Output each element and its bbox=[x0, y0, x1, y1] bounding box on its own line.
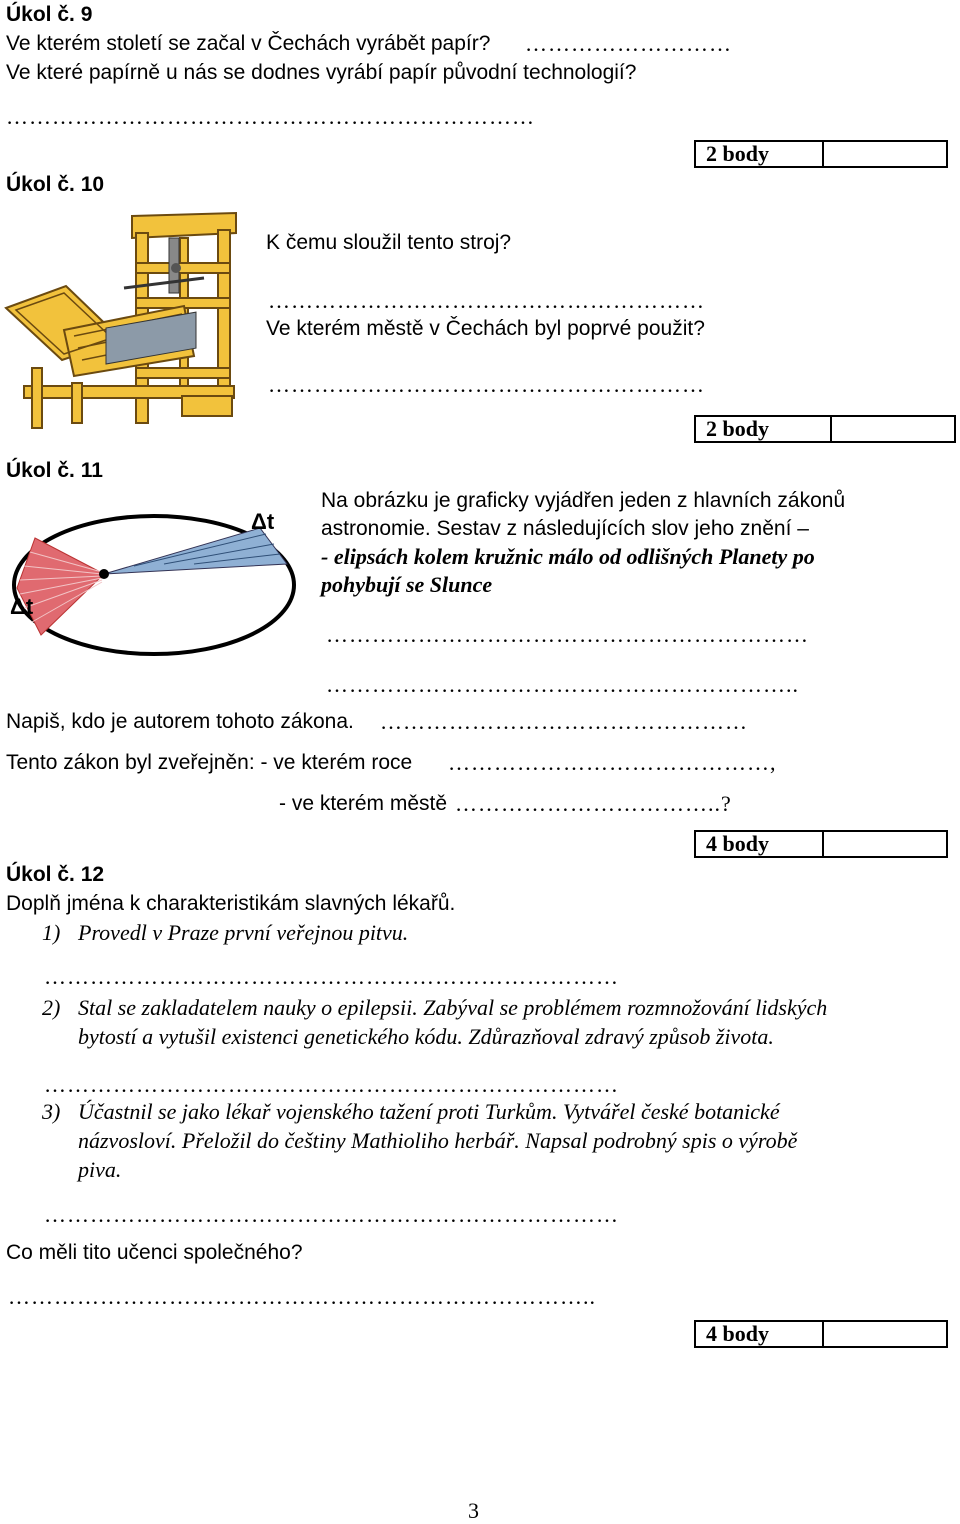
task11-answer-line-2[interactable]: …………………………………………………….. bbox=[326, 672, 799, 697]
score-label: 4 body bbox=[696, 832, 824, 856]
task10-title: Úkol č. 10 bbox=[6, 173, 105, 196]
task11-author-answer[interactable]: ………………………………………… bbox=[380, 709, 748, 734]
task11-city-question: - ve kterém městě bbox=[279, 792, 448, 815]
score-field[interactable] bbox=[824, 142, 946, 166]
task12-instruction: Doplň jména k charakteristikám slavných lékařů. bbox=[6, 892, 456, 915]
task11-city-answer[interactable]: ……………………………..? bbox=[455, 791, 732, 816]
task12-score-box-2 bbox=[694, 1320, 948, 1348]
delta-t-label: Δt bbox=[10, 594, 34, 619]
task10-question-2: Ve kterém městě v Čechách byl poprvé použit? bbox=[266, 317, 705, 340]
physician-item-3-line-3: piva. bbox=[78, 1157, 122, 1182]
score-label: 2 body bbox=[696, 142, 824, 166]
task9-question-1: Ve kterém století se začal v Čechách vyrábět papír? bbox=[6, 32, 491, 55]
task11-intro-1: Na obrázku je graficky vyjádřen jeden z hlavních zákonů bbox=[321, 489, 846, 512]
printing-press-image bbox=[4, 208, 254, 433]
task11-intro-2: astronomie. Sestav z následujících slov jeho znění – bbox=[321, 517, 809, 540]
task11-year-answer[interactable]: ……………………………………, bbox=[448, 750, 777, 775]
physician-item-2: 2) Stal se zakladatelem nauky o epilepsii. Zabýval se problémem rozmnožování lidských bbox=[42, 995, 828, 1020]
task11-words-2: pohybují se Slunce bbox=[321, 572, 493, 597]
task9-question-2: Ve které papírně u nás se dodnes vyrábí papír původní technologií? bbox=[6, 61, 637, 84]
physician-answer-3[interactable]: ………………………………………………………………… bbox=[44, 1202, 619, 1227]
task12-score-box bbox=[694, 830, 948, 858]
task12-common-question: Co měli tito učenci společného? bbox=[6, 1241, 303, 1264]
task11-title: Úkol č. 11 bbox=[6, 459, 103, 482]
task11-answer-line-1[interactable]: ……………………………………………………… bbox=[326, 622, 809, 647]
delta-t-label: Δt bbox=[251, 509, 275, 534]
score-field[interactable] bbox=[824, 832, 946, 856]
physician-answer-1[interactable]: ………………………………………………………………… bbox=[44, 964, 619, 989]
task9-answer-line-2[interactable]: …………………………………………………………… bbox=[6, 104, 535, 129]
task11-score-box bbox=[694, 415, 956, 443]
task12-title: Úkol č. 12 bbox=[6, 863, 105, 886]
kepler-ellipse-diagram bbox=[4, 502, 304, 662]
task10-score-box bbox=[694, 140, 948, 168]
score-field[interactable] bbox=[824, 1322, 946, 1346]
score-field[interactable] bbox=[832, 417, 954, 441]
task10-question-1: K čemu sloužil tento stroj? bbox=[266, 231, 512, 254]
physician-item-3-line-2: názvosloví. Přeložil do češtiny Mathioliho herbář. Napsal podrobný spis o výrobě bbox=[78, 1128, 798, 1153]
task11-author-question: Napiš, kdo je autorem tohoto zákona. bbox=[6, 710, 354, 733]
score-label: 2 body bbox=[696, 417, 832, 441]
physician-item-1: 1) Provedl v Praze první veřejnou pitvu. bbox=[42, 920, 409, 945]
page-number: 3 bbox=[468, 1498, 479, 1523]
task11-published-question: Tento zákon byl zveřejněn: - ve kterém roce bbox=[6, 751, 413, 774]
physician-item-2-line-2: bytostí a vytušil existenci genetického kódu. Zdůrazňoval zdravý způsob života. bbox=[78, 1024, 774, 1049]
task9-answer-line-1[interactable]: ……………………… bbox=[525, 31, 732, 56]
task11-words-1: - elipsách kolem kružnic málo od odlišných Planety po bbox=[321, 544, 815, 569]
task9-title: Úkol č. 9 bbox=[6, 3, 93, 26]
physician-item-3: 3) Účastnil se jako lékař vojenského tažení proti Turkům. Vytvářel české botanické bbox=[42, 1099, 780, 1124]
physician-answer-2[interactable]: ………………………………………………………………… bbox=[44, 1072, 619, 1097]
task12-common-answer[interactable]: ………………………………………………………………….. bbox=[8, 1284, 596, 1309]
score-label: 4 body bbox=[696, 1322, 824, 1346]
task10-answer-line-2[interactable]: ………………………………………………… bbox=[268, 372, 705, 397]
task10-answer-line-1[interactable]: ………………………………………………… bbox=[268, 288, 705, 313]
